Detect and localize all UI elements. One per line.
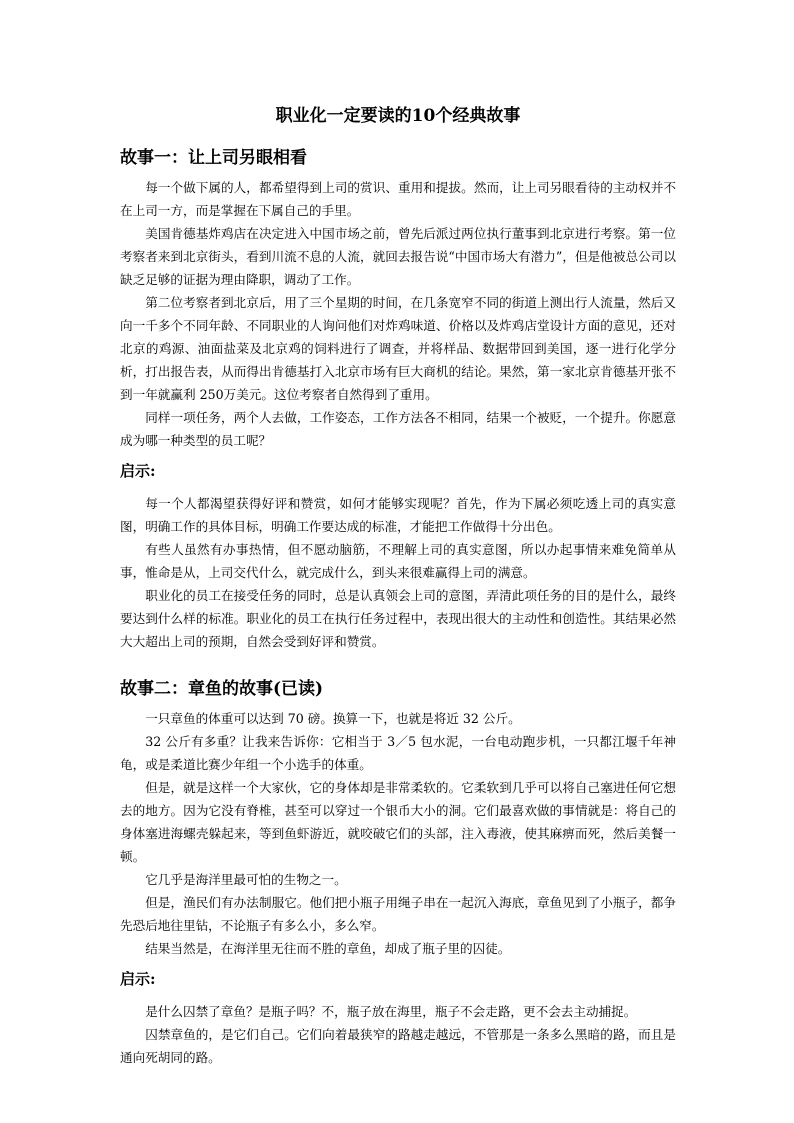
story2-paragraph-3: 但是，就是这样一个大家伙，它的身体却是非常柔软的。它柔软到几乎可以将自己塞进任何它想去的地方。因为它没有脊椎，甚至可以穿过一个银币大小的洞。它们最喜欢做的事情就是：将自己的身体塞进海螺壳躲起来，等到鱼虾游近，就咬破它们的头部，注入毒液，使其麻痹而死，然后美餐一顿。 (120, 780, 676, 864)
document-title: 职业化一定要读的10个经典故事 (275, 106, 521, 126)
story2-paragraph-4: 它几乎是海洋里最可怕的生物之一。 (145, 872, 347, 887)
story1-heading: 故事一：让上司另眼相看 (120, 148, 307, 168)
story2-hint-paragraph-2: 囚禁章鱼的，是它们自己。它们向着最狭窄的路越走越远，不管那是一条多么黑暗的路，而且是通向死胡同的路。 (120, 1027, 676, 1065)
story2-paragraph-6: 结果当然是，在海洋里无往而不胜的章鱼，却成了瓶子里的囚徒。 (145, 941, 511, 956)
story1-paragraph-1: 每一个做下属的人，都希望得到上司的赏识、重用和提拔。然而，让上司另眼看待的主动权并不在上司一方，而是掌握在下属自己的手里。 (120, 180, 676, 218)
story1-hint-paragraph-1: 每一个人都渴望获得好评和赞赏，如何才能够实现呢？首先，作为下属必须吃透上司的真实意图，明确工作的具体目标，明确工作要达成的标准，才能把工作做得十分出色。 (120, 496, 676, 534)
story2-heading: 故事二：章鱼的故事(已读) (120, 679, 324, 699)
story2-paragraph-5: 但是，渔民们有办法制服它。他们把小瓶子用绳子串在一起沉入海底，章鱼见到了小瓶子，都争先恐后地往里钻，不论瓶子有多么小，多么窄。 (120, 895, 676, 933)
story2-paragraph-2: 32 公斤有多重？让我来告诉你：它相当于 3／5 包水泥，一台电动跑步机，一只都江堰千年神龟，或是柔道比赛少年组一个小选手的体重。 (120, 734, 676, 772)
story1-paragraph-4: 同样一项任务，两个人去做，工作姿态，工作方法各不相同，结果一个被贬，一个提升。你愿意成为哪一种类型的员工呢？ (120, 410, 676, 448)
story2-hint-paragraph-1: 是什么囚禁了章鱼？是瓶子吗？不，瓶子放在海里，瓶子不会走路，更不会去主动捕捉。 (145, 1004, 637, 1019)
document-page (120, 104, 676, 1069)
story1-hint-paragraph-3: 职业化的员工在接受任务的同时，总是认真领会上司的意图，弄清此项任务的目的是什么，最终要达到什么样的标准。职业化的员工在执行任务过程中，表现出很大的主动性和创造性。其结果必然大大超出上司的预期，自然会受到好评和赞赏。 (120, 588, 676, 649)
story2-hint-heading: 启示: (120, 970, 156, 988)
story1-paragraph-2: 美国肯德基炸鸡店在决定进入中国市场之前，曾先后派过两位执行董事到北京进行考察。第一位考察者来到北京街头，看到川流不息的人流，就回去报告说“中国市场大有潜力”，但是他被总公司以缺乏足够的证据为理由降职，调动了工作。 (120, 226, 676, 287)
story1-hint-heading: 启示: (120, 462, 156, 480)
story1-hint-paragraph-2: 有些人虽然有办事热情，但不愿动脑筋，不理解上司的真实意图，所以办起事情来难免简单从事，惟命是从，上司交代什么，就完成什么，到头来很难赢得上司的满意。 (120, 542, 676, 580)
story1-paragraph-3: 第二位考察者到北京后，用了三个星期的时间，在几条宽窄不同的街道上测出行人流量，然后又向一千多个不同年龄、不同职业的人询问他们对炸鸡味道、价格以及炸鸡店堂设计方面的意见，还对北京的鸡源、油面盐菜及北京鸡的饲料进行了调查，并将样品、数据带回到美国，逐一进行化学分析，打出报告表，从而得出肯德基打入北京市场有巨大商机的结论。果然，第一家北京肯德基开张不到一年就赢利 250万美元。这位考察者自然得到了重用。 (120, 295, 676, 402)
story2-paragraph-1: 一只章鱼的体重可以达到 70 磅。换算一下，也就是将近 32 公斤。 (145, 711, 521, 726)
